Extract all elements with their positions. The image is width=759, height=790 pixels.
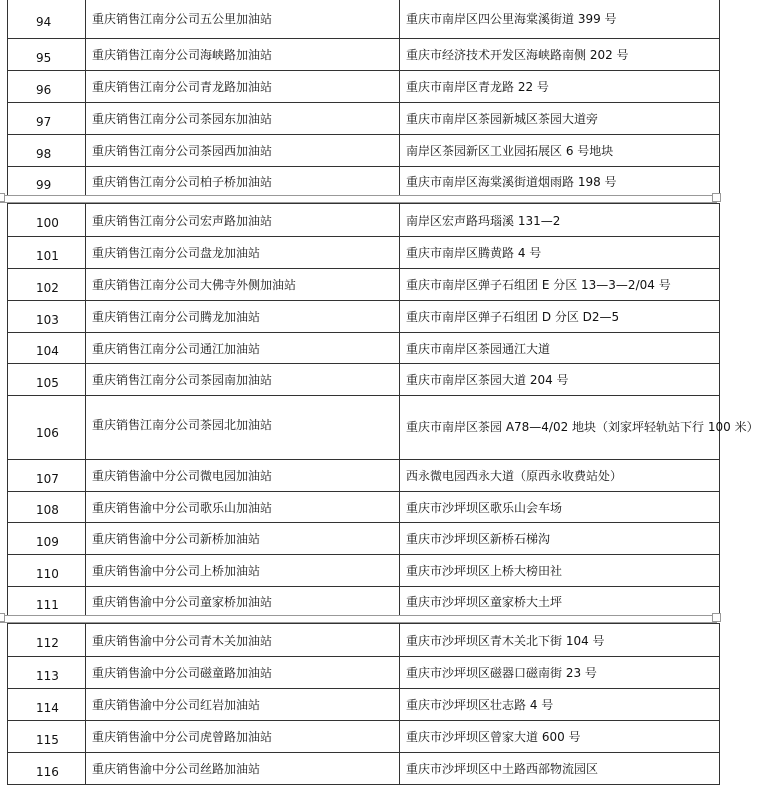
table-row — [8, 333, 720, 364]
row-number: 96 — [8, 71, 86, 103]
table-row — [8, 167, 720, 197]
station-name: 重庆销售渝中分公司虎曾路加油站 — [86, 721, 400, 753]
table-row — [8, 657, 720, 689]
station-address: 重庆市南岸区茶园新城区茶园大道旁 — [400, 103, 720, 135]
station-address: 重庆市沙坪坝区童家桥大土坪 — [400, 587, 720, 617]
station-name: 重庆销售渝中分公司歌乐山加油站 — [86, 492, 400, 523]
station-address: 重庆市南岸区腾黄路 4 号 — [400, 237, 720, 269]
row-number: 97 — [8, 103, 86, 135]
station-address: 重庆市沙坪坝区磁器口磁南街 23 号 — [400, 657, 720, 689]
row-number: 106 — [8, 396, 86, 460]
station-address: 西永微电园西永大道（原西永收费站处） — [400, 460, 720, 492]
station-name: 重庆销售江南分公司盘龙加油站 — [86, 237, 400, 269]
row-number: 100 — [8, 204, 86, 237]
page-break-divider — [0, 195, 717, 203]
station-name: 重庆销售渝中分公司童家桥加油站 — [86, 587, 400, 617]
table-row — [8, 71, 720, 103]
station-name: 重庆销售渝中分公司青木关加油站 — [86, 624, 400, 657]
station-name: 重庆销售渝中分公司红岩加油站 — [86, 689, 400, 721]
station-address: 南岸区茶园新区工业园拓展区 6 号地块 — [400, 135, 720, 167]
station-address: 重庆市沙坪坝区中土路西部物流园区 — [400, 753, 720, 785]
table-row — [8, 587, 720, 617]
table-row — [8, 103, 720, 135]
station-name: 重庆销售江南分公司茶园南加油站 — [86, 364, 400, 396]
table-row — [8, 460, 720, 492]
station-name: 重庆销售江南分公司海峡路加油站 — [86, 39, 400, 71]
row-number: 103 — [8, 301, 86, 333]
station-name: 重庆销售江南分公司茶园西加油站 — [86, 135, 400, 167]
station-table-page-3 — [7, 623, 720, 785]
station-address: 重庆市沙坪坝区青木关北下街 104 号 — [400, 624, 720, 657]
row-number: 114 — [8, 689, 86, 721]
row-number: 94 — [8, 0, 86, 39]
station-address: 重庆市经济技术开发区海峡路南侧 202 号 — [400, 39, 720, 71]
station-address: 重庆市南岸区茶园大道 204 号 — [400, 364, 720, 396]
row-number: 116 — [8, 753, 86, 785]
table-row — [8, 204, 720, 237]
station-name: 重庆销售江南分公司青龙路加油站 — [86, 71, 400, 103]
station-address: 重庆市沙坪坝区新桥石梯沟 — [400, 523, 720, 555]
station-table-page-2 — [7, 203, 759, 617]
page-break-divider — [0, 615, 717, 623]
station-name: 重庆销售渝中分公司丝路加油站 — [86, 753, 400, 785]
station-address: 重庆市南岸区弹子石组团 D 分区 D2—5 — [400, 301, 720, 333]
station-address: 重庆市沙坪坝区曾家大道 600 号 — [400, 721, 720, 753]
table-row — [8, 269, 720, 301]
station-name: 重庆销售江南分公司茶园东加油站 — [86, 103, 400, 135]
station-name: 重庆销售渝中分公司新桥加油站 — [86, 523, 400, 555]
row-number: 101 — [8, 237, 86, 269]
table-row — [8, 364, 720, 396]
table-row — [8, 301, 720, 333]
row-number: 99 — [8, 167, 86, 197]
row-number: 112 — [8, 624, 86, 657]
row-number: 113 — [8, 657, 86, 689]
table-row — [8, 624, 720, 657]
row-number: 102 — [8, 269, 86, 301]
table-row — [8, 492, 720, 523]
station-address: 南岸区宏声路玛瑙溪 131—2 — [400, 204, 720, 237]
row-number: 105 — [8, 364, 86, 396]
table-row — [8, 39, 720, 71]
station-name: 重庆销售江南分公司宏声路加油站 — [86, 204, 400, 237]
row-number: 109 — [8, 523, 86, 555]
table-row — [8, 135, 720, 167]
table-row — [8, 0, 720, 39]
table-row — [8, 721, 720, 753]
station-address: 重庆市南岸区弹子石组团 E 分区 13—3—2/04 号 — [400, 269, 720, 301]
station-name: 重庆销售江南分公司大佛寺外侧加油站 — [86, 269, 400, 301]
station-name: 重庆销售江南分公司通江加油站 — [86, 333, 400, 364]
station-address: 重庆市沙坪坝区歌乐山会车场 — [400, 492, 720, 523]
station-name: 重庆销售渝中分公司上桥加油站 — [86, 555, 400, 587]
station-address: 重庆市沙坪坝区壮志路 4 号 — [400, 689, 720, 721]
table-row — [8, 689, 720, 721]
station-name: 重庆销售江南分公司茶园北加油站 — [86, 396, 400, 460]
table-row — [8, 555, 720, 587]
station-name: 重庆销售渝中分公司微电园加油站 — [86, 460, 400, 492]
row-number: 110 — [8, 555, 86, 587]
row-number: 95 — [8, 39, 86, 71]
row-number: 115 — [8, 721, 86, 753]
station-address: 重庆市南岸区茶园 A78—4/02 地块（刘家坪轻轨站下行 100 米） — [400, 396, 720, 460]
row-number: 107 — [8, 460, 86, 492]
station-address: 重庆市南岸区青龙路 22 号 — [400, 71, 720, 103]
station-name: 重庆销售江南分公司柏子桥加油站 — [86, 167, 400, 197]
row-number: 104 — [8, 333, 86, 364]
station-address: 重庆市南岸区海棠溪街道烟雨路 198 号 — [400, 167, 720, 197]
station-address: 重庆市南岸区茶园通江大道 — [400, 333, 720, 364]
row-number: 98 — [8, 135, 86, 167]
station-address: 重庆市沙坪坝区上桥大榜田社 — [400, 555, 720, 587]
table-row — [8, 523, 720, 555]
station-table-page-1 — [7, 0, 720, 197]
station-name: 重庆销售渝中分公司磁童路加油站 — [86, 657, 400, 689]
station-name: 重庆销售江南分公司腾龙加油站 — [86, 301, 400, 333]
table-row — [8, 237, 720, 269]
table-row — [8, 753, 720, 785]
station-name: 重庆销售江南分公司五公里加油站 — [86, 0, 400, 39]
row-number: 108 — [8, 492, 86, 523]
table-row — [8, 396, 720, 460]
station-address: 重庆市南岸区四公里海棠溪街道 399 号 — [400, 0, 720, 39]
row-number: 111 — [8, 587, 86, 617]
